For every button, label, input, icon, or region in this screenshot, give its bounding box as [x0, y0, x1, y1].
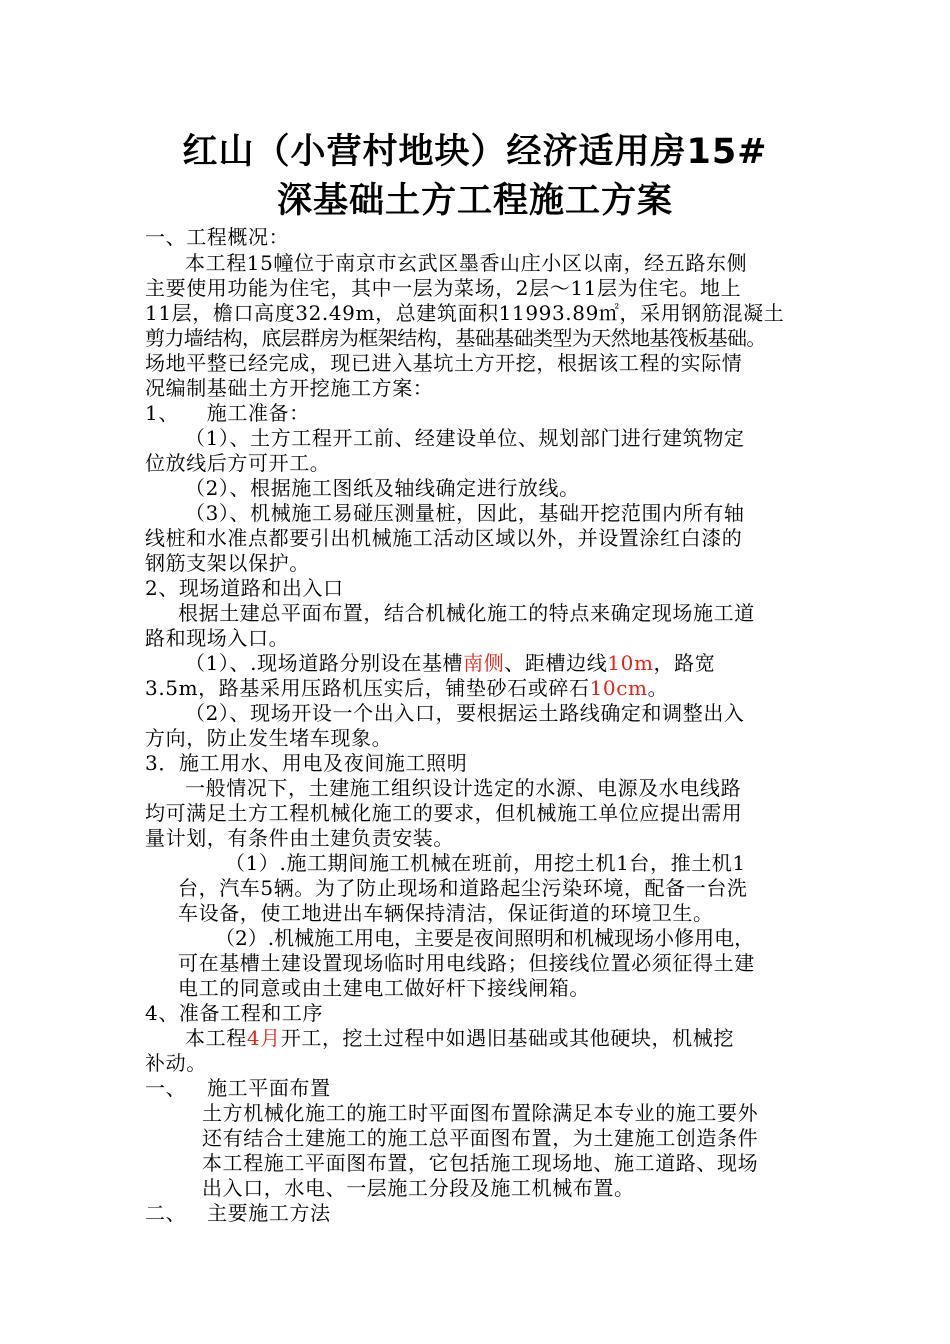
section-heading: 一、 施工平面布置	[145, 1076, 331, 1100]
paragraph-line: （2）.机械施工用电，主要是夜间照明和机械现场小修用电，	[215, 926, 755, 950]
paragraph-line: 主要使用功能为住宅，其中一层为菜场，2层～11层为住宅。地上	[145, 276, 742, 300]
paragraph-line: 3.5m，路基采用压路机压实后，铺垫砂石或碎石10cm。	[145, 676, 669, 700]
paragraph-line: 车设备，使工地进出车辆保持清洁，保证街道的环境卫生。	[178, 901, 714, 925]
paragraph-line: 本工程4月开工，挖土过程中如遇旧基础或其他硬块，机械挖	[185, 1026, 734, 1050]
paragraph-line: （3）、机械施工易碰压测量桩，因此，基础开挖范围内所有轴	[185, 501, 745, 525]
paragraph-line: 还有结合土建施工的施工总平面图布置，为土建施工创造条件	[202, 1126, 759, 1150]
paragraph-line: 线桩和水准点都要引出机械施工活动区域以外，并设置涂红白漆的	[145, 526, 743, 550]
paragraph-line: （2）、现场开设一个出入口，要根据运土路线确定和调整出入	[185, 701, 745, 725]
section-heading: 4、准备工程和工序	[145, 1001, 324, 1025]
section-heading: 一、工程概况：	[145, 225, 290, 249]
paragraph-line: 钢筋支架以保护。	[145, 551, 310, 575]
title-line-1: 红山（小营村地块）经济适用房15#	[182, 132, 768, 172]
paragraph-line: 位放线后方可开工。	[145, 451, 331, 475]
section-heading: 2、现场道路和出入口	[145, 576, 344, 600]
section-heading: 二、 主要施工方法	[145, 1201, 331, 1225]
paragraph-line: 补动。	[145, 1051, 207, 1075]
paragraph-line: 本工程15幢位于南京市玄武区墨香山庄小区以南，经五路东侧	[185, 251, 748, 275]
paragraph-line: 本工程施工平面图布置，它包括施工现场地、施工道路、现场	[202, 1151, 759, 1175]
paragraph-line: 土方机械化施工的施工时平面图布置除满足本专业的施工要外	[202, 1101, 759, 1125]
title-line-2: 深基础土方工程施工方案	[276, 181, 673, 221]
paragraph-line: （2）、根据施工图纸及轴线确定进行放线。	[185, 476, 580, 500]
paragraph-line: 均可满足土方工程机械化施工的要求，但机械施工单位应提出需用	[145, 801, 743, 825]
paragraph-line: 根据土建总平面布置，结合机械化施工的特点来确定现场施工道	[178, 601, 755, 625]
paragraph-line: 剪力墙结构，底层群房为框架结构，基础基础类型为天然地基筏板基础。	[145, 326, 766, 350]
paragraph-line: 方向，防止发生堵车现象。	[145, 726, 393, 750]
paragraph-line: （1）.施工期间施工机械在班前，用挖土机1台，推土机1	[225, 851, 746, 875]
paragraph-line: 可在基槽土建设置现场临时用电线路；但接线位置必须征得土建	[178, 951, 755, 975]
paragraph-line: 台，汽车5辆。为了防止现场和道路起尘污染环境，配备一台洗	[178, 876, 748, 900]
paragraph-line: 11层，檐口高度32.49m，总建筑面积11993.89㎡，采用钢筋混凝土	[145, 301, 785, 325]
paragraph-line: 量计划，有条件由土建负责安装。	[145, 826, 454, 850]
highlight-text: 4月	[246, 1026, 281, 1050]
paragraph-line: 路和现场入口。	[145, 626, 290, 650]
section-heading: 1、 施工准备：	[145, 401, 310, 425]
paragraph-line: （1）、.现场道路分别设在基槽南侧、距槽边线10m，路宽	[185, 651, 716, 675]
paragraph-line: 出入口，水电、一层施工分段及施工机械布置。	[202, 1176, 635, 1200]
paragraph-line: 场地平整已经完成，现已进入基坑土方开挖，根据该工程的实际情	[145, 351, 743, 375]
paragraph-line: 况编制基础土方开挖施工方案：	[145, 376, 434, 400]
highlight-text: 10m	[607, 651, 654, 675]
paragraph-line: 电工的同意或由土建电工做好杆下接线闸箱。	[178, 976, 590, 1000]
paragraph-line: 一般情况下，土建施工组织设计选定的水源、电源及水电线路	[185, 776, 742, 800]
highlight-text: 10cm	[589, 676, 648, 700]
highlight-text: 南侧	[463, 651, 505, 675]
paragraph-line: （1）、土方工程开工前、经建设单位、规划部门进行建筑物定	[185, 426, 745, 450]
section-heading: 3．施工用水、用电及夜间施工照明	[145, 751, 468, 775]
